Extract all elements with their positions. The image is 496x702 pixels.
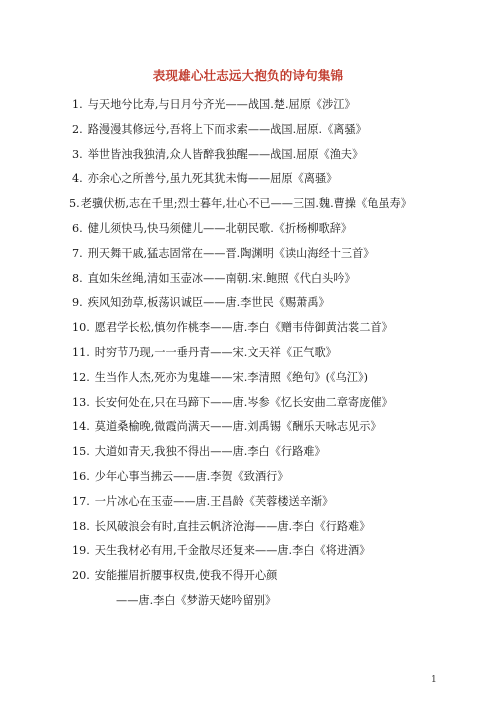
item-number: 12.	[72, 370, 90, 384]
item-text: 亦余心之所善兮,虽九死其犹未悔——屈原《离骚》	[87, 172, 338, 186]
item-number: 2.	[72, 122, 83, 136]
page-number: 1	[431, 675, 437, 685]
item-number: 11.	[72, 345, 90, 359]
item-number: 10.	[72, 321, 90, 335]
item-number: 6.	[72, 221, 83, 235]
item-text: 老骥伏枥,志在千里;烈士暮年,壮心不已——三国.魏.曹操《龟虽寿》	[80, 197, 412, 211]
list-item	[72, 515, 472, 540]
list-item	[72, 564, 472, 589]
item-text: 与天地兮比寿,与日月兮齐光——战国.楚.屈原《涉江》	[87, 98, 356, 111]
list-item	[72, 316, 472, 341]
item-text: 健儿须快马,快马须健儿——北朝民歌.《折杨柳歌辞》	[87, 221, 353, 235]
item-text: 路漫漫其修远兮,吾将上下而求索——战国.屈原.《离骚》	[87, 122, 367, 136]
item-text: 少年心事当拂云——唐.李贺《致酒行》	[94, 469, 289, 483]
item-text: 举世皆浊我独清,众人皆醉我独醒——战国.屈原《渔夫》	[87, 147, 364, 161]
list-item	[72, 217, 472, 242]
item-number: 14.	[72, 420, 90, 434]
list-item	[69, 192, 472, 217]
item-text: 天生我材必有用,千金散尽还复来——唐.李白《将进酒》	[94, 544, 371, 558]
list-item	[72, 118, 472, 143]
item-text: 时穷节乃现,一一垂丹青——宋.文天祥《正气歌》	[94, 345, 337, 359]
verse-list	[69, 93, 472, 614]
item-text: 长安何处在,只在马蹄下——唐.岑参《忆长安曲二章寄庞催》	[94, 395, 393, 409]
item-text: 直如朱丝绳,清如玉壶冰——南朝.宋.鲍照《代白头吟》	[87, 271, 356, 285]
item-text: 生当作人杰,死亦为鬼雄——宋.李清照《绝句》(《乌江》)	[94, 370, 368, 384]
list-item	[72, 539, 472, 564]
list-item	[72, 267, 472, 292]
item-number: 3.	[72, 147, 83, 161]
item-text: 愿君学长松,慎勿作桃李——唐.李白《赠韦侍御黄沽裳二首》	[94, 321, 393, 335]
list-item	[72, 415, 472, 440]
list-item	[72, 242, 472, 267]
item-number: 15.	[72, 445, 90, 459]
item-text: 大道如青天,我独不得出——唐.李白《行路难》	[94, 445, 326, 459]
list-item	[72, 465, 472, 490]
item-number: 17.	[72, 494, 90, 508]
list-item	[72, 366, 472, 391]
list-item	[72, 93, 472, 118]
list-item	[72, 440, 472, 465]
item-text: 疾风知劲草,板荡识诚臣——唐.李世民《赐萧禹》	[87, 296, 330, 310]
item-number: 7.	[72, 246, 83, 260]
item-number: 5.	[69, 197, 80, 211]
list-item	[72, 391, 472, 416]
list-item	[72, 167, 472, 192]
attribution-line: ——唐.李白《梦游天姥吟留别》	[116, 593, 277, 607]
item-text: 刑天舞干戚,猛志固常在——晋.陶渊明《读山海经十三首》	[87, 246, 375, 260]
item-number: 16.	[72, 469, 90, 483]
item-text: 安能摧眉折腰事权贵,使我不得开心颜	[94, 569, 278, 583]
item-text: 一片冰心在玉壶——唐.王昌龄《芙蓉楼送辛渐》	[94, 494, 334, 508]
item-number: 9.	[72, 296, 83, 310]
list-item	[72, 143, 472, 168]
item-number: 1.	[72, 98, 83, 111]
item-number: 20.	[72, 569, 90, 583]
item-text: 莫道桑榆晚,微霞尚满天——唐.刘禹锡《酬乐天咏志见示》	[94, 420, 382, 434]
item-number: 19.	[72, 544, 90, 558]
list-item	[72, 291, 472, 316]
item-number: 18.	[72, 519, 90, 533]
document-title: 表现雄心壮志远大抱负的诗句集锦	[152, 68, 344, 83]
list-item	[72, 341, 472, 366]
list-item	[72, 490, 472, 515]
item-number: 4.	[72, 172, 83, 186]
item-text: 长风破浪会有时,直挂云帆济沧海——唐.李白《行路难》	[94, 519, 371, 533]
item-number: 13.	[72, 395, 90, 409]
item-number: 8.	[72, 271, 83, 285]
